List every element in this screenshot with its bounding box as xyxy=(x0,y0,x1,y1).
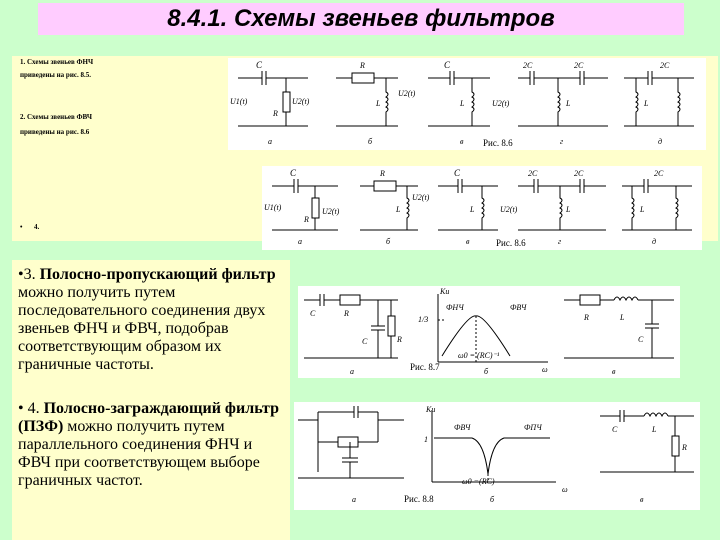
fig4-label-hpf: ФВЧ xyxy=(454,423,471,432)
fig1-label-2c3: 2C xyxy=(660,61,670,70)
para4-term: Полосно-заграждающий фильтр (ПЗФ) xyxy=(18,400,279,435)
fig3-label-one: 1/3 xyxy=(418,315,429,324)
fig4-label-c: C xyxy=(612,425,618,434)
fig2-sub-g: г xyxy=(558,237,562,246)
para4-bullet: • xyxy=(18,400,28,417)
fig2-label-u2a: U2(t) xyxy=(322,207,340,216)
page-title: 8.4.1. Схемы звеньев фильтров xyxy=(167,5,555,32)
fig1-caption: Рис. 8.6 xyxy=(483,138,513,148)
fig2-label-l2: L xyxy=(470,205,475,214)
fig1-label-c1: C xyxy=(256,60,263,70)
fig1-sub-g: г xyxy=(560,137,564,146)
fig1-label-r1: R xyxy=(360,61,365,70)
fig3-label-lpf: ФНЧ xyxy=(446,303,464,312)
item4-bullet: • xyxy=(20,223,23,231)
fig2-sub-v: в xyxy=(466,237,470,246)
item2-line1: 2. Схемы звеньев ФВЧ xyxy=(20,113,93,121)
para4-text: можно получить путем параллельного соединения ФНЧ и ФВЧ при соответствующем выборе граничных частот. xyxy=(18,418,260,489)
fig1-label-u2c: U2(t) xyxy=(492,99,510,108)
item1-line1: 1. Схемы звеньев ФНЧ xyxy=(20,58,94,66)
fig3-label-r2: R xyxy=(397,335,402,344)
fig2-label-r1: R xyxy=(380,169,385,178)
para3-term: Полосно-пропускающий фильтр xyxy=(39,266,276,283)
para4-number: 4. xyxy=(27,400,44,417)
fig4-sub-b: б xyxy=(490,495,495,504)
fig2-label-l3: L xyxy=(566,205,571,214)
fig3-label-c1: C xyxy=(310,309,316,318)
figure-8-7 xyxy=(298,286,680,378)
fig2-sub-a: а xyxy=(298,237,302,246)
item2-line2: приведены на рис. 8.6 xyxy=(20,128,90,136)
fig1-label-l1: L xyxy=(376,99,381,108)
fig1-label-l4: L xyxy=(644,99,649,108)
fig3-label-w: ω xyxy=(542,365,548,374)
para3-bullet: • xyxy=(18,266,24,283)
figure-8-6-top-svg xyxy=(228,58,706,150)
bottom-panel xyxy=(12,260,290,540)
fig2-label-c2: C xyxy=(454,168,461,178)
fig2-label-2c2: 2C xyxy=(574,169,584,178)
fig3-label-hpf: ФВЧ xyxy=(510,303,527,312)
fig3-label-r3: R xyxy=(584,313,589,322)
figure-8-6-bottom xyxy=(262,166,702,250)
fig2-label-u1: U1(t) xyxy=(264,203,282,212)
fig3-label-c3: C xyxy=(638,335,644,344)
fig3-sub-v: в xyxy=(612,367,616,376)
fig1-sub-v: в xyxy=(460,137,464,146)
fig2-caption: Рис. 8.6 xyxy=(496,238,526,248)
fig1-sub-a: а xyxy=(268,137,272,146)
fig1-label-r2: R xyxy=(273,109,278,118)
fig2-sub-d: д xyxy=(652,237,657,246)
fig4-label-r: R xyxy=(682,443,687,452)
fig1-label-c2: C xyxy=(444,60,451,70)
fig1-label-u2a: U2(t) xyxy=(292,97,310,106)
figure-8-6-bottom-svg xyxy=(262,166,702,250)
para3-number: 3. xyxy=(23,266,40,283)
title-banner xyxy=(38,3,684,35)
fig3-label-c2: C xyxy=(362,337,368,346)
fig4-sub-v: в xyxy=(640,495,644,504)
fig2-label-2c1: 2C xyxy=(528,169,538,178)
fig1-label-l2: L xyxy=(460,99,465,108)
fig3-sub-b: б xyxy=(484,367,489,376)
fig1-label-u1: U1(t) xyxy=(230,97,248,106)
item1-line2: приведены на рис. 8.5. xyxy=(20,71,91,79)
fig1-label-u2b: U2(t) xyxy=(398,89,416,98)
fig3-label-w0: ω0 = (RC)⁻¹ xyxy=(458,351,500,360)
fig3-label-l: L xyxy=(620,313,625,322)
fig4-label-ku: Ku xyxy=(426,405,436,414)
fig2-label-2c3: 2C xyxy=(654,169,664,178)
fig2-label-l1: L xyxy=(396,205,401,214)
fig3-label-r1: R xyxy=(344,309,349,318)
fig2-label-r2: R xyxy=(304,215,309,224)
fig1-label-l3: L xyxy=(566,99,571,108)
fig4-label-w0: ω0 =(RC) xyxy=(462,477,495,486)
fig4-label-one: 1 xyxy=(424,435,428,444)
fig2-label-u2c: U2(t) xyxy=(500,205,518,214)
fig1-label-2c2: 2C xyxy=(574,61,584,70)
fig4-label-w: ω xyxy=(562,485,568,494)
fig4-sub-a: а xyxy=(352,495,356,504)
fig1-sub-b: б xyxy=(368,137,373,146)
para3-text: можно получить путем последовательного соединения двух звеньев ФНЧ и ФВЧ, подобрав соответствующим образом их граничные частоты. xyxy=(18,284,266,373)
fig3-label-ku: Ku xyxy=(440,287,450,296)
fig4-label-l: L xyxy=(652,425,657,434)
fig2-sub-b: б xyxy=(386,237,391,246)
para4 xyxy=(18,400,286,490)
figure-8-7-svg xyxy=(298,286,680,378)
item4-text: 4. xyxy=(34,223,40,231)
fig1-label-2c1: 2C xyxy=(523,61,533,70)
fig2-label-c1: C xyxy=(290,168,297,178)
figure-8-6-top xyxy=(228,58,706,150)
fig4-caption: Рис. 8.8 xyxy=(404,494,434,504)
figure-8-8 xyxy=(294,402,700,510)
fig4-label-lpf: ФПЧ xyxy=(524,423,542,432)
fig2-label-u2b: U2(t) xyxy=(412,193,430,202)
para3 xyxy=(18,266,286,374)
figure-8-8-svg xyxy=(294,402,700,510)
fig1-sub-d: д xyxy=(658,137,663,146)
fig2-label-l4: L xyxy=(640,205,645,214)
fig3-sub-a: а xyxy=(350,367,354,376)
fig3-caption: Рис. 8.7 xyxy=(410,362,440,372)
